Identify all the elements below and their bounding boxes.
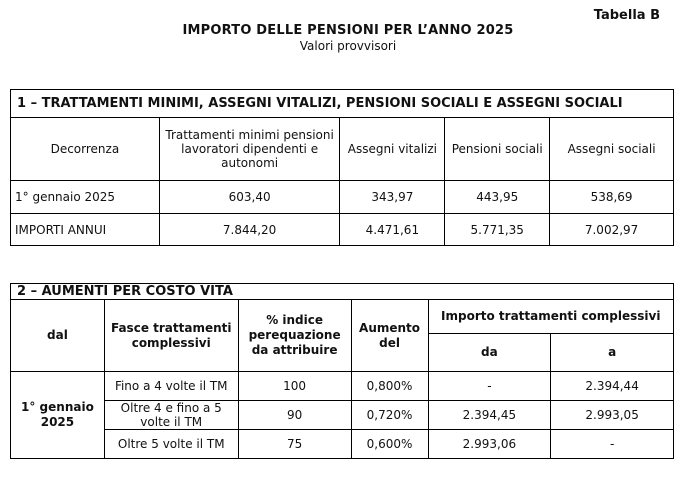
minimum-treatments-table	[10, 89, 674, 246]
table-cell: 4.471,61	[340, 214, 445, 246]
table-tag: Tabella B	[593, 8, 660, 23]
table-row	[11, 181, 674, 214]
table-row	[11, 430, 674, 459]
table-cell: 2.993,06	[428, 430, 551, 459]
table-cell: 0,600%	[351, 430, 428, 459]
table-cell: 343,97	[340, 181, 445, 214]
table-row	[11, 372, 674, 401]
page-title: IMPORTO DELLE PENSIONI PER L’ANNO 2025	[182, 23, 514, 38]
table-cell: 0,720%	[351, 401, 428, 430]
page-subtitle: Valori provvisori	[299, 39, 397, 53]
col-aumento: Aumento del	[351, 300, 428, 372]
col-trattamenti-minimi: Trattamenti minimi pensioni lavoratori dipendenti e autonomi	[159, 118, 340, 181]
table-cell: 2.394,44	[551, 372, 674, 401]
col-pensioni-sociali: Pensioni sociali	[445, 118, 550, 181]
table-cell: 603,40	[159, 181, 340, 214]
date-cell: 1° gennaio 2025	[11, 372, 105, 459]
table-cell: 2.394,45	[428, 401, 551, 430]
table-cell: 75	[238, 430, 351, 459]
table-row	[11, 401, 674, 430]
col-fasce: Fasce trattamenti complessivi	[104, 300, 238, 372]
table-cell: 7.002,97	[550, 214, 674, 246]
table-cell: Oltre 4 e fino a 5 volte il TM	[104, 401, 238, 430]
col-assegni-vitalizi: Assegni vitalizi	[340, 118, 445, 181]
table-cell: Fino a 4 volte il TM	[104, 372, 238, 401]
col-indice: % indice perequazione da attribuire	[238, 300, 351, 372]
col-da: da	[428, 334, 551, 372]
table-cell: -	[551, 430, 674, 459]
col-decorrenza: Decorrenza	[11, 118, 160, 181]
col-dal: dal	[11, 300, 105, 372]
table-cell: 538,69	[550, 181, 674, 214]
cost-of-living-table	[10, 283, 674, 459]
table-cell: -	[428, 372, 551, 401]
table-cell: 7.844,20	[159, 214, 340, 246]
table-cell: 2.993,05	[551, 401, 674, 430]
table-cell: 5.771,35	[445, 214, 550, 246]
section2-title: 2 – AUMENTI PER COSTO VITA	[11, 284, 674, 300]
table-cell: 0,800%	[351, 372, 428, 401]
col-assegni-sociali: Assegni sociali	[550, 118, 674, 181]
section1-title: 1 – TRATTAMENTI MINIMI, ASSEGNI VITALIZI, PENSIONI SOCIALI E ASSEGNI SOCIALI	[11, 90, 674, 118]
table-cell: 100	[238, 372, 351, 401]
table-cell: 90	[238, 401, 351, 430]
row-label: IMPORTI ANNUI	[11, 214, 160, 246]
table-row	[11, 214, 674, 246]
col-a: a	[551, 334, 674, 372]
col-importo: Importo trattamenti complessivi	[428, 300, 673, 334]
row-label: 1° gennaio 2025	[11, 181, 160, 214]
table-cell: 443,95	[445, 181, 550, 214]
table-cell: Oltre 5 volte il TM	[104, 430, 238, 459]
